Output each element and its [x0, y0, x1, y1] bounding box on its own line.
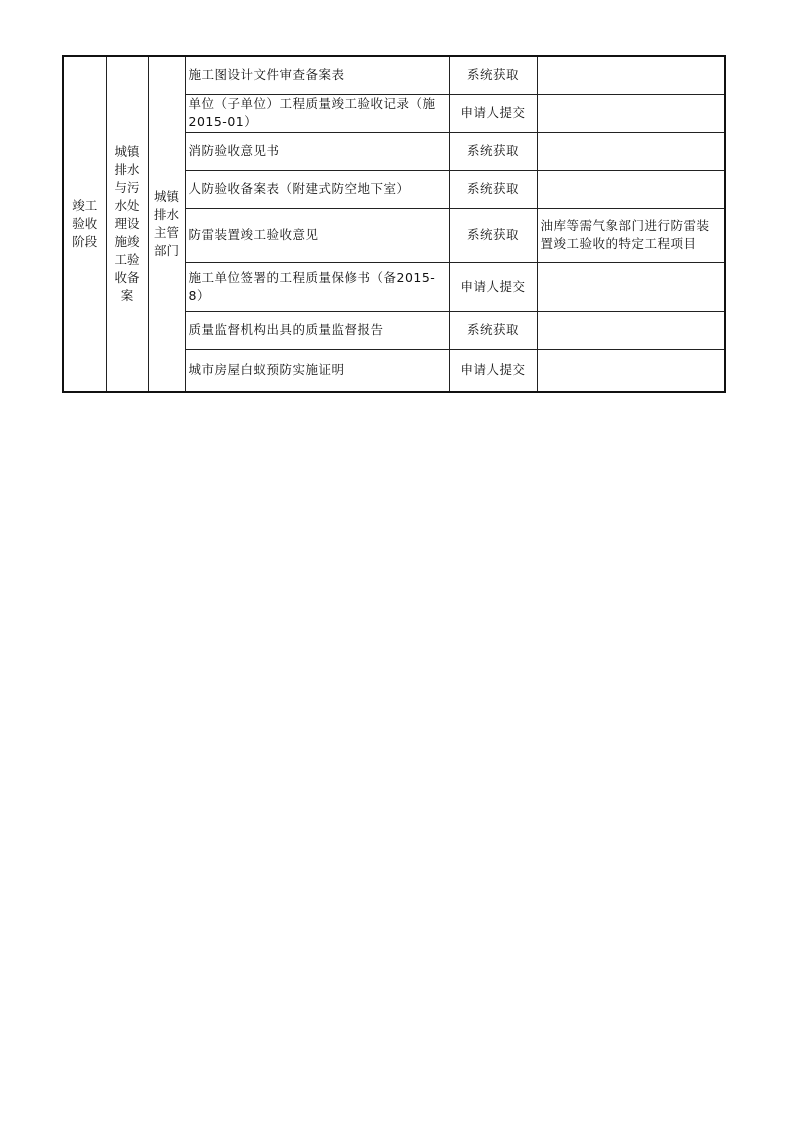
- material-cell: 单位（子单位）工程质量竣工验收记录（施2015-01）: [185, 94, 449, 132]
- materials-table: [62, 55, 726, 393]
- material-cell: 施工图设计文件审查备案表: [185, 56, 449, 94]
- stage-label: 竣工验收阶段: [72, 198, 98, 249]
- source-cell: 系统获取: [449, 170, 537, 208]
- source-cell: 申请人提交: [449, 262, 537, 311]
- remark-cell: [537, 132, 725, 170]
- stage-cell: [63, 56, 106, 392]
- source-cell: 申请人提交: [449, 349, 537, 392]
- table-row: [63, 56, 725, 94]
- material-cell: 城市房屋白蚁预防实施证明: [185, 349, 449, 392]
- source-cell: 申请人提交: [449, 94, 537, 132]
- department-cell: [148, 56, 185, 392]
- remark-cell: [537, 170, 725, 208]
- material-cell: 防雷装置竣工验收意见: [185, 208, 449, 262]
- source-cell: 系统获取: [449, 311, 537, 349]
- item-label: 城镇排水与污水处理设施竣工验收备案: [114, 144, 140, 303]
- remark-cell: [537, 311, 725, 349]
- material-cell: 人防验收备案表（附建式防空地下室）: [185, 170, 449, 208]
- material-cell: 消防验收意见书: [185, 132, 449, 170]
- source-cell: 系统获取: [449, 208, 537, 262]
- remark-cell: [537, 262, 725, 311]
- source-cell: 系统获取: [449, 56, 537, 94]
- department-label: 城镇排水主管部门: [153, 189, 179, 258]
- remark-cell: 油库等需气象部门进行防雷装置竣工验收的特定工程项目: [537, 208, 725, 262]
- remark-cell: [537, 56, 725, 94]
- material-cell: 施工单位签署的工程质量保修书（备2015-8）: [185, 262, 449, 311]
- source-cell: 系统获取: [449, 132, 537, 170]
- material-cell: 质量监督机构出具的质量监督报告: [185, 311, 449, 349]
- item-cell: [106, 56, 148, 392]
- remark-cell: [537, 349, 725, 392]
- remark-cell: [537, 94, 725, 132]
